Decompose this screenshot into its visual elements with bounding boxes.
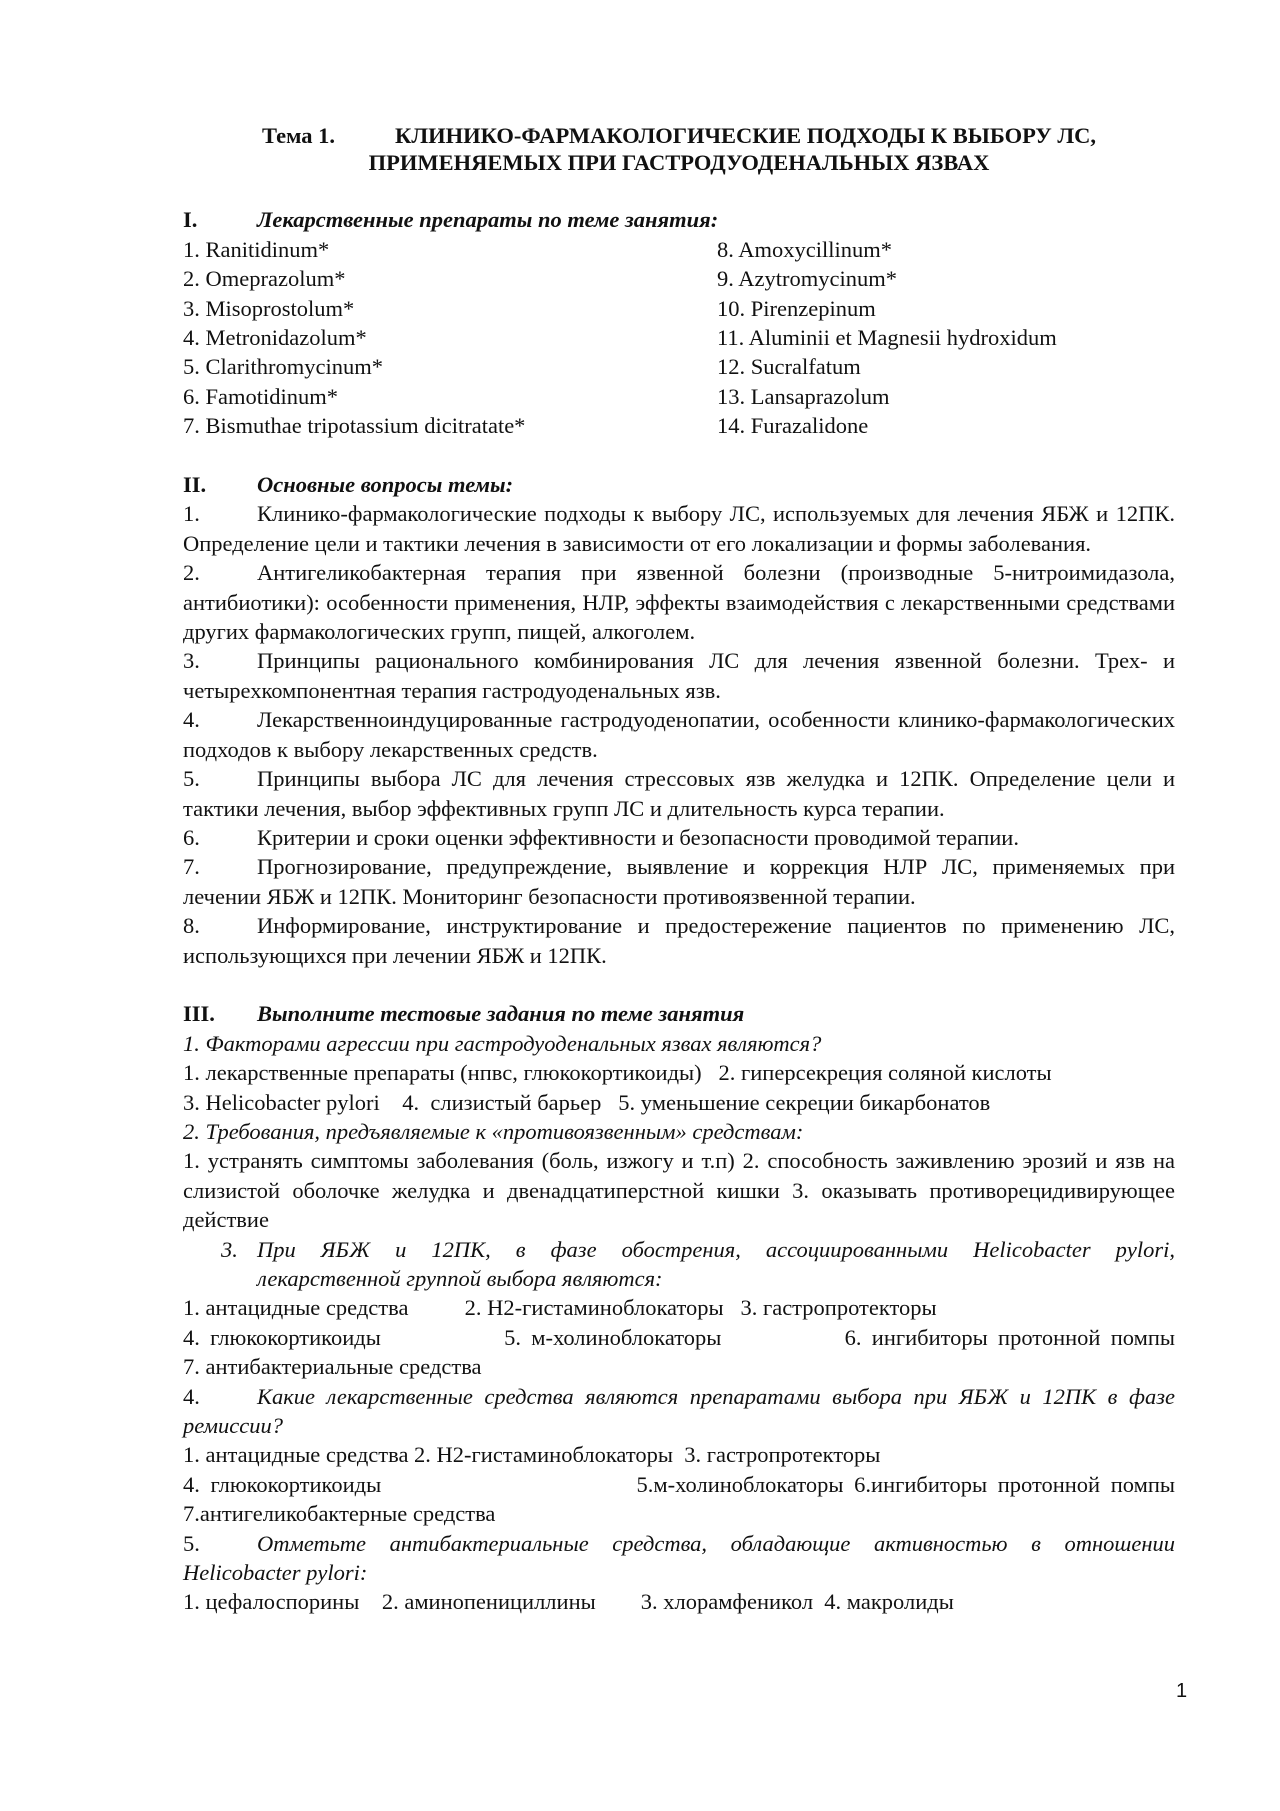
answer-options: 1. устранять симптомы заболевания (боль, изжогу и т.п) 2. способность заживлению эрозий и язв на слизистой оболочке желудка и двенадцатиперстной кишки 3. оказывать противорецидивирующее действие: [183, 1148, 1175, 1233]
document-title: [183, 122, 1175, 176]
test-question-3: [183, 1235, 1175, 1294]
question-number: 4.: [183, 1383, 200, 1409]
item-number: 4.: [183, 707, 200, 733]
item-text: Принципы выбора ЛС для лечения стрессовых язв желудка и 12ПК. Определение цели и тактики лечения, выбор эффективных групп ЛС и длительность курса терапии.: [183, 766, 1175, 821]
drug-item: 14. Furazalidone: [717, 413, 869, 439]
item-number: 1.: [183, 501, 200, 527]
test-question-4: [183, 1382, 1175, 1441]
section-number: II.: [183, 472, 207, 498]
drug-item: 4. Metronidazolum*: [183, 325, 367, 351]
drug-item: 7. Bismuthae tripotassium dicitratate*: [183, 413, 526, 439]
item-text: Лекарственноиндуцированные гастродуоденопатии, особенности клинико-фармакологических подходов к выбору лекарственных средств.: [183, 707, 1175, 762]
drug-item: 2. Omeprazolum*: [183, 266, 346, 292]
question-text: Отметьте антибактериальные средства, обладающие активностью в отношении Helicobacter pylori:: [183, 1530, 1175, 1586]
topic-question: [183, 646, 1175, 705]
item-number: 8.: [183, 913, 200, 939]
item-text: Критерии и сроки оценки эффективности и безопасности проводимой терапии.: [257, 824, 1019, 850]
answer-options: 1. цефалоспорины 2. аминопенициллины 3. хлорамфеникол 4. макролиды: [183, 1589, 954, 1615]
title-line-1: КЛИНИКО-ФАРМАКОЛОГИЧЕСКИЕ ПОДХОДЫ К ВЫБОРУ ЛС,: [395, 123, 1097, 148]
item-text: Антигеликобактерная терапия при язвенной болезни (производные 5-нитроимидазола, антибиотики): особенности применения, НЛР, эффекты взаимодействия с лекарственными средствами других фармакологических групп, пищей, алкоголем.: [183, 560, 1175, 645]
test-question-2: 2. Требования, предъявляемые к «противоязвенным» средствам:: [183, 1118, 804, 1144]
page-number: 1: [1176, 1680, 1188, 1702]
item-number: 6.: [183, 824, 200, 850]
drug-item: 9. Azytromycinum*: [717, 266, 897, 292]
drug-item: 6. Famotidinum*: [183, 383, 339, 409]
section-title: Лекарственные препараты по теме занятия:: [257, 207, 719, 233]
drug-item: 1. Ranitidinum*: [183, 236, 330, 262]
item-number: 5.: [183, 766, 200, 792]
answer-options: 3. Helicobacter pylori 4. слизистый барьер 5. уменьшение секреции бикарбонатов: [183, 1089, 991, 1115]
topic-question: [183, 558, 1175, 646]
drug-item: 11. Aluminii et Magnesii hydroxidum: [717, 325, 1057, 351]
question-text: лекарственной группой выбора являются:: [257, 1265, 663, 1291]
answer-options: 1. антацидные средства 2. Н2-гистаминоблокаторы 3. гастропротекторы: [183, 1442, 881, 1468]
answer-options: 7.антигеликобактерные средства: [183, 1501, 496, 1527]
drug-item: 13. Lansaprazolum: [717, 383, 890, 409]
test-question-1: 1. Факторами агрессии при гастродуоденальных язвах являются?: [183, 1030, 822, 1056]
section-number: I.: [183, 207, 198, 233]
answer-options: 4. глюкокортикоиды 5. м-холиноблокаторы 6. ингибиторы протонной помпы: [183, 1324, 1175, 1350]
question-number: 5.: [183, 1530, 200, 1556]
topic-question: [183, 499, 1175, 558]
question-number: 3.: [221, 1236, 238, 1262]
topic-question: [183, 852, 1175, 911]
drug-item: 5. Clarithromycinum*: [183, 354, 383, 380]
item-text: Прогнозирование, предупреждение, выявление и коррекция НЛР ЛС, применяемых при лечении ЯБЖ и 12ПК. Мониторинг безопасности противоязвенной терапии.: [183, 854, 1175, 909]
section-2-heading: [183, 470, 1175, 499]
drug-list-column-2: [717, 235, 1175, 441]
drug-item: 8. Amoxycillinum*: [717, 236, 893, 262]
answer-options: 7. антибактериальные средства: [183, 1354, 482, 1380]
topic-number: Тема 1.: [261, 123, 336, 148]
drug-item: 3. Misoprostolum*: [183, 295, 355, 321]
drug-item: 12. Sucralfatum: [717, 354, 861, 380]
topic-question: [183, 764, 1175, 823]
topic-question: [183, 823, 1175, 852]
drug-list: [183, 235, 1175, 441]
item-text: Клинико-фармакологические подходы к выбору ЛС, используемых для лечения ЯБЖ и 12ПК. Определение цели и тактики лечения в зависимости от его локализации и формы заболевания.: [183, 501, 1175, 556]
document-page: [183, 122, 1175, 1617]
item-number: 7.: [183, 854, 200, 880]
section-number: III.: [183, 1001, 215, 1027]
section-title: Основные вопросы темы:: [257, 472, 514, 498]
drug-item: 10. Pirenzepinum: [717, 295, 876, 321]
title-line-2: ПРИМЕНЯЕМЫХ ПРИ ГАСТРОДУОДЕНАЛЬНЫХ ЯЗВАХ: [368, 150, 990, 175]
topic-question: [183, 705, 1175, 764]
section-3-heading: [183, 999, 1175, 1028]
answer-options: 4. глюкокортикоиды 5.м-холиноблокаторы 6.ингибиторы протонной помпы: [183, 1471, 1175, 1497]
test-question-5: [183, 1529, 1175, 1588]
item-text: Информирование, инструктирование и предостережение пациентов по применению ЛС, использующихся при лечении ЯБЖ и 12ПК.: [183, 913, 1175, 968]
section-title: Выполните тестовые задания по теме занятия: [257, 1001, 745, 1027]
answer-options: 1. лекарственные препараты (нпвс, глюкокортикоиды) 2. гиперсекреция соляной кислоты: [183, 1060, 1052, 1086]
item-text: Принципы рационального комбинирования ЛС для лечения язвенной болезни. Трех- и четырехкомпонентная терапия гастродуоденальных язв.: [183, 648, 1175, 703]
question-text: При ЯБЖ и 12ПК, в фазе обострения, ассоциированными Helicobacter pylori,: [257, 1236, 1175, 1262]
item-number: 3.: [183, 648, 200, 674]
item-number: 2.: [183, 560, 200, 586]
drug-list-column-1: [183, 235, 717, 441]
topic-question: [183, 911, 1175, 970]
question-list: [183, 499, 1175, 970]
section-1-heading: [183, 205, 1175, 234]
answer-options: 1. антацидные средства 2. Н2-гистаминоблокаторы 3. гастропротекторы: [183, 1295, 937, 1321]
question-text: Какие лекарственные средства являются препаратами выбора при ЯБЖ и 12ПК в фазе ремиссии?: [183, 1383, 1175, 1439]
